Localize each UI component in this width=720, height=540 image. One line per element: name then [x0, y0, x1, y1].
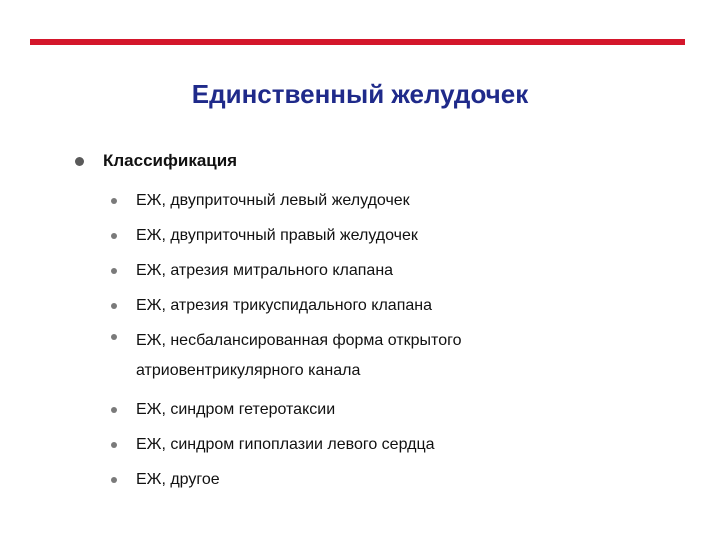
bullet-icon — [111, 334, 117, 340]
bullet-icon — [111, 198, 117, 204]
classification-label: Классификация — [103, 151, 238, 170]
list-item — [111, 295, 701, 317]
top-accent-rule — [30, 39, 685, 45]
list-item — [111, 469, 701, 491]
list-item — [111, 399, 701, 421]
bullet-icon — [111, 442, 117, 448]
classification-list — [111, 190, 701, 504]
list-item — [111, 260, 701, 282]
list-item — [111, 225, 701, 247]
list-item-text: ЕЖ, двуприточный левый желудочек — [136, 192, 410, 209]
bullet-icon — [111, 268, 117, 274]
list-item-text: ЕЖ, несбалансированная форма открытого атриовентрикулярного канала — [136, 332, 462, 379]
list-item-text: ЕЖ, другое — [136, 471, 220, 488]
list-item-text: ЕЖ, синдром гетеротаксии — [136, 401, 336, 418]
bullet-icon — [111, 233, 117, 239]
bullet-icon — [111, 477, 117, 483]
list-item — [111, 326, 701, 386]
classification-heading — [75, 150, 237, 172]
list-item — [111, 190, 701, 212]
bullet-icon — [75, 157, 84, 166]
list-item-text: ЕЖ, двуприточный правый желудочек — [136, 227, 418, 244]
bullet-icon — [111, 407, 117, 413]
list-item-text: ЕЖ, синдром гипоплазии левого сердца — [136, 436, 435, 453]
list-item — [111, 434, 701, 456]
bullet-icon — [111, 303, 117, 309]
slide-title: Единственный желудочек — [191, 79, 529, 109]
list-item-text: ЕЖ, атрезия трикуспидального клапана — [136, 297, 432, 314]
list-item-text: ЕЖ, атрезия митрального клапана — [136, 262, 394, 279]
